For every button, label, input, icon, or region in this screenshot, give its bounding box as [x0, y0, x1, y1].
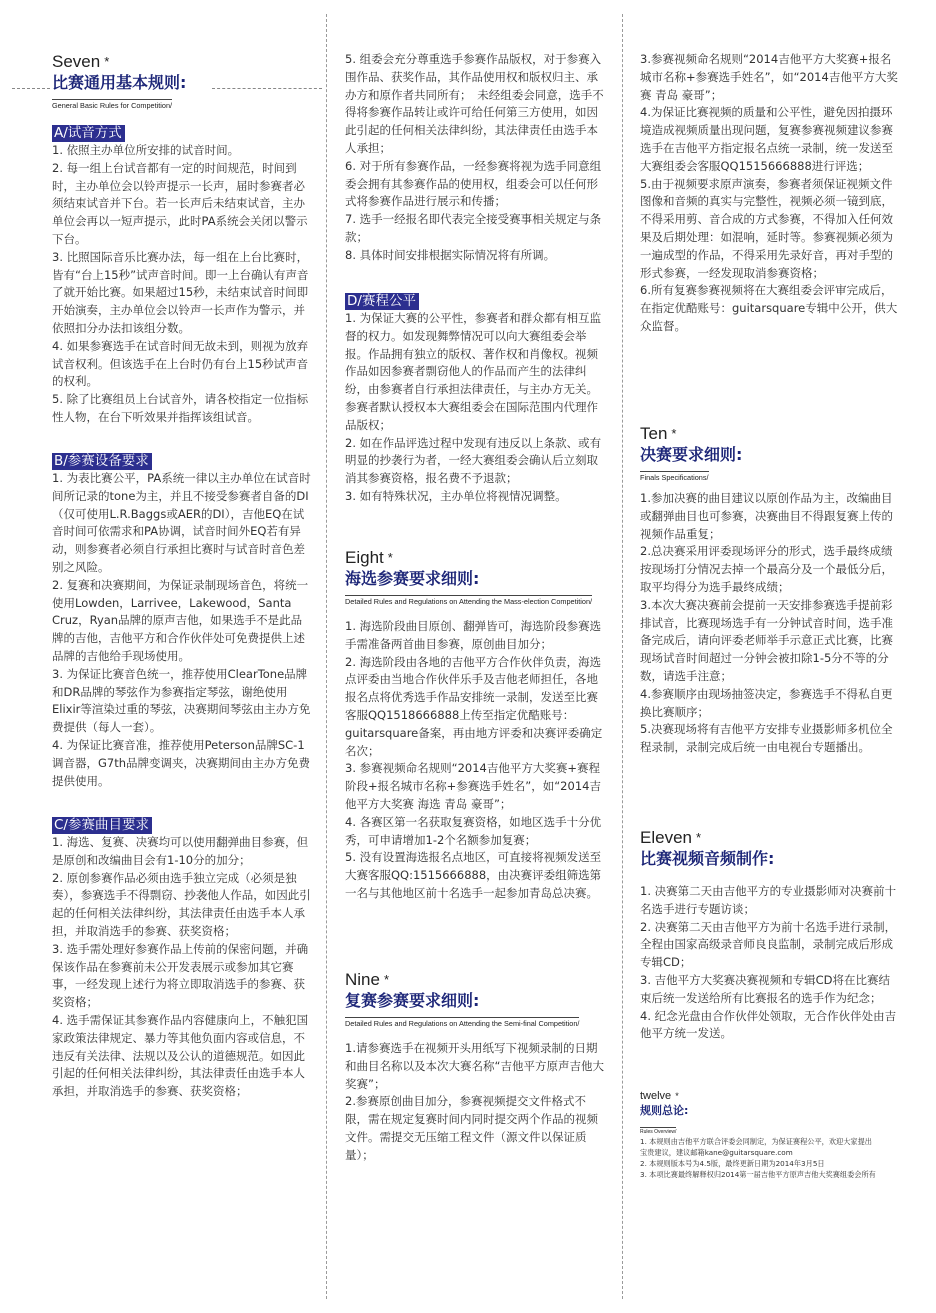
- section-number: Nine *: [345, 970, 390, 989]
- list-item: 2.总决赛采用评委现场评分的形式，选手最终成绩按现场打分情况去掉一个最高分及一个最低分后，取平均得分为选手最终成绩；: [640, 544, 893, 594]
- list-item: 3. 为保证比赛音色统一，推荐使用ClearTone品牌和DR品牌的琴弦作为参赛指定琴弦，谢绝使用Elixir等渲染过重的琴弦，决赛期间琴弦由主办方免费提供（每人一套）。: [52, 666, 311, 735]
- list-item: 2. 决赛第二天由吉他平方为前十名选手进行录制，全程由国家高级录音师良良监制，录制完成后形成专辑CD；: [640, 919, 897, 970]
- list-item: 1.参加决赛的曲目建议以原创作品为主，改编曲目或翻弹曲目也可参赛，决赛曲目不得跟复赛上传的视频作品重复；: [640, 491, 893, 541]
- section-number: twelve *: [640, 1090, 679, 1102]
- list-item: 2. 复赛和决赛期间，为保证录制现场音色，将统一使用Lowden，Larrivee，Lakewood，Santa Cruz，Ryan品牌的原声吉他，如果选手不是此品牌的吉他，吉他平方和合作伙伴处可免费提供上述品牌的吉他给手现场使用。: [52, 577, 309, 663]
- list-item: 1. 本规则由吉他平方联合评委会同制定，为保证赛程公平，欢迎大家提出宝贵建议，建议邮箱kane@guitarsquare.com: [640, 1137, 872, 1157]
- section-nine-continued: [640, 51, 898, 336]
- list-item: 1. 海选阶段曲目原创、翻弹皆可，海选阶段参赛选手需准备两首曲目参赛，原创曲目加分；: [345, 619, 602, 651]
- section-ten-body: [640, 490, 898, 757]
- section-title: 规则总论:: [640, 1104, 689, 1117]
- list-item: 2. 如在作品评选过程中发现有违反以上条款、或有明显的抄袭行为者，一经大赛组委会确认后立刻取消其参赛资格，报名费不予退款；: [345, 435, 602, 486]
- subsection-tag: A/试音方式: [52, 125, 125, 142]
- section-title: 决赛要求细则:: [640, 445, 743, 464]
- section-subtitle: Finals Specifications/: [640, 473, 709, 482]
- section-title: 比赛通用基本规则:: [52, 73, 187, 92]
- list-item: 1.请参赛选手在视频开头用纸写下视频录制的日期和曲目名称以及本次大赛名称“吉他平方原声吉他大奖赛”；: [345, 1041, 604, 1091]
- list-item: 3. 如有特殊状况，主办单位将视情况调整。: [345, 488, 567, 503]
- section-nine-body: [345, 1040, 605, 1165]
- list-item: 3. 参赛视频命名规则“2014吉他平方大奖赛+赛程阶段+报名城市名称+参赛选手姓名”，如“2014吉他平方大奖赛 海选 青岛 豪哥”；: [345, 761, 601, 811]
- subsection-tag: D/赛程公平: [345, 293, 419, 310]
- list-item: 6. 对于所有参赛作品，一经参赛将视为选手同意组委会拥有其参赛作品的使用权，组委会可以任何形式将参赛作品进行展示和传播；: [345, 158, 602, 209]
- section-number: Seven *: [52, 52, 110, 71]
- section-subtitle: Detailed Rules and Regulations on Attending the Semi-final Competition/: [345, 1019, 580, 1028]
- list-item: 4. 各赛区第一名获取复赛资格，如地区选手十分优秀，可申请增加1-2个名额参加复赛；: [345, 814, 602, 847]
- list-item: 3.本次大赛决赛前会提前一天安排参赛选手提前彩排试音，比赛现场选手有一分钟试音时间，选手准备完成后，请向评委老师举手示意正式比赛，比赛现场试音时间超过一分钟会被扣除1-5分不等的分数，请选手注意；: [640, 597, 893, 683]
- list-item: 1. 依照主办单位所安排的试音时间。: [52, 143, 240, 157]
- list-item: 7. 选手一经报名即代表完全接受赛事相关规定与条款；: [345, 212, 602, 244]
- list-item: 3. 比照国际音乐比赛办法，每一组在上台比赛时，皆有“台上15秒”试声音时间。即一上台确认有声音了就开始比赛。如果超过15秒，未结束试音时间即开始演奏，主办单位会以铃声一长声作为警示，并依照扣分办法扣该组分数。: [52, 249, 309, 335]
- list-item: 4. 选手需保证其参赛作品内容健康向上，不触犯国家政策法律规定、暴力等其他负面内容或信息，不违反有关法律、法规以及公认的道德规范。如因此引起的任何相关法律纠纷，其法律责任由选手本人承担，并取消选手的参赛、获奖资格；: [52, 1012, 309, 1099]
- section-twelve-body: [640, 1136, 876, 1180]
- title-rule-right: [212, 88, 322, 89]
- list-item: 5. 除了比赛组员上台试音外，请各校指定一位指标性人物，在台下听效果并指挥该组试音。: [52, 392, 309, 424]
- list-item: 1. 海选、复赛、决赛均可以使用翻弹曲目参赛，但是原创和改编曲目会有1-10分的加分；: [52, 835, 309, 867]
- section-number: Eight *: [345, 548, 393, 567]
- list-item: 1. 决赛第二天由吉他平方的专业摄影师对决赛前十名选手进行专题访谈；: [640, 884, 897, 916]
- section-subtitle: General Basic Rules for Competition/: [52, 101, 173, 110]
- section-eleven-body: [640, 883, 898, 1043]
- subsection-b: [52, 450, 312, 790]
- section-twelve-header: [640, 1090, 688, 1137]
- list-item: 2. 原创参赛作品必须由选手独立完成（必须是独奏），参赛选手不得剽窃、抄袭他人作品，如因此引起的任何相关法律纠纷，其法律责任由选手本人承担，并取消选手的参赛、获奖资格；: [52, 870, 311, 938]
- subsection-a: [52, 122, 312, 427]
- column-divider-2: [622, 14, 623, 1299]
- list-item: 6.所有复赛参赛视频将在大赛组委会评审完成后，在指定优酷账号：guitarsquare专辑中公开，供大众监督。: [640, 283, 898, 333]
- section-title: 复赛参赛要求细则:: [345, 991, 480, 1010]
- section-title: 比赛视频音频制作:: [640, 849, 775, 868]
- list-item: 5.由于视频要求原声演奏，参赛者须保证视频文件图像和音频的真实与完整性，视频必须一镜到底，不得采用剪、音合成的方式参赛，不得加入任何效果及后期处理：如混响，延时等。参赛视频必须为一遍成型的作品，不得采用先录好音，再对手型的形式参赛，一经发现取消参赛资格；: [640, 176, 893, 280]
- section-eight-body: [345, 618, 605, 903]
- list-item: 2. 本规则版本号为4.5版，最终更新日期为2014年3月5日: [640, 1159, 825, 1168]
- subsection-d: [345, 290, 605, 506]
- section-number: Ten *: [640, 424, 677, 443]
- section-seven-header: [52, 52, 186, 112]
- list-item: 1. 为保证大赛的公平性，参赛者和群众都有相互监督的权力。如发现舞弊情况可以向大赛组委会举报。作品拥有独立的版权、著作权和肖像权。视频作品如因参赛者剽窃他人的作品而产生的法律纠纷，由参赛者自行承担法律责任，与主办方无关。参赛者默认授权本大赛组委会在国际范围内代理作品版权；: [345, 311, 602, 432]
- list-item: 5. 组委会充分尊重选手参赛作品版权，对于参赛入围作品、获奖作品，其作品使用权和版权归主、承办方和原作者共同所有； 未经组委会同意，选手不得将参赛作品转让或许可给任何第三方使用，如因此引起的任何相关法律纠纷，其法律责任由选手本人承担；: [345, 52, 604, 155]
- list-item: 2.参赛原创曲目加分，参赛视频提交文件格式不限，需在规定复赛时间内同时提交两个作品的视频文件。需提交无压缩工程文件（源文件以保证质量）；: [345, 1094, 598, 1162]
- section-title: 海选参赛要求细则:: [345, 569, 480, 588]
- section-subtitle: Detailed Rules and Regulations on Attending the Mass-election Competition/: [345, 597, 593, 606]
- section-number: Eleven *: [640, 828, 702, 847]
- list-item: 3. 本项比赛最终解释权归2014第一届吉他平方原声吉他大奖赛组委会所有: [640, 1170, 876, 1179]
- section-nine-header: [345, 970, 579, 1030]
- section-eight-header: [345, 548, 592, 608]
- section-ten-header: [640, 424, 742, 484]
- column-divider-1: [326, 14, 327, 1299]
- subsection-tag: B/参赛设备要求: [52, 453, 152, 470]
- subsection-c: [52, 814, 312, 1101]
- list-item: 2. 海选阶段由各地的吉他平方合作伙伴负责，海选点评委由当地合作伙伴乐手及吉他老师担任，各地报名点将优秀选手作品安排统一录制，发送至比赛客服QQ1518666888上传至指定优酷账号：guitarsquare备案，再由地方评委和决赛评委确定名次；: [345, 654, 603, 758]
- list-item: 4. 纪念光盘由合作伙伴处领取，无合作伙伴处由吉他平方统一发送。: [640, 1008, 897, 1041]
- list-item: 4. 为保证比赛音准，推荐使用Peterson品牌SC-1调音器，G7th品牌变调夹，决赛期间由主办方免费提供使用。: [52, 737, 311, 788]
- list-item: 1. 为表比赛公平，PA系统一律以主办单位在试音时间所记录的tone为主，并且不接受参赛者自备的DI（仅可使用L.R.Baggs或AER的DI），吉他EQ在试音时间可依需求和PA协调，试音时间外EQ若有异动，则参赛者必须自行承担比赛时与试音时音色差别之风险。: [52, 471, 311, 574]
- title-rule-left: [12, 88, 50, 89]
- section-c-continued: [345, 51, 605, 265]
- list-item: 2. 每一组上台试音都有一定的时间规范，时间到时，主办单位会以铃声提示一长声，届时参赛者必须结束试音并下台。若一长声后未结束试音，主办单位会再以一短声提示，此时PA系统会关闭以警示下台。: [52, 160, 308, 246]
- list-item: 3.参赛视频命名规则“2014吉他平方大奖赛+报名城市名称+参赛选手姓名”，如“2014吉他平方大奖赛 青岛 豪哥”；: [640, 52, 898, 102]
- list-item: 4.为保证比赛视频的质量和公平性，避免因拍摄环境造成视频质量出现问题，复赛参赛视频建议参赛选手在吉他平方指定报名点统一录制，统一发送至大赛组委会客服QQ1515666888进行评选；: [640, 105, 893, 173]
- list-item: 3. 选手需处理好参赛作品上传前的保密问题，并确保该作品在参赛前未公开发表展示或参加其它赛事，一经发现上述行为将立即取消选手的参赛、获奖资格；: [52, 941, 309, 1010]
- list-item: 5.决赛现场将有吉他平方安排专业摄影师多机位全程录制，录制完成后统一由电视台专题播出。: [640, 722, 893, 755]
- list-item: 4. 如果参赛选手在试音时间无故未到，则视为放弃试音权利。但该选手在上台时仍有台上15秒试声音的权利。: [52, 338, 309, 389]
- list-item: 8. 具体时间安排根据实际情况将有所调。: [345, 247, 556, 262]
- list-item: 3. 吉他平方大奖赛决赛视频和专辑CD将在比赛结束后统一发送给所有比赛报名的选手作为纪念；: [640, 972, 891, 1005]
- list-item: 4.参赛顺序由现场抽签决定，参赛选手不得私自更换比赛顺序；: [640, 686, 893, 719]
- subsection-tag: C/参赛曲目要求: [52, 817, 152, 834]
- list-item: 5. 没有设置海选报名点地区，可直接将视频发送至大赛客服QQ:1515666888，由决赛评委组筛选第一名与其他地区前十名选手一起参加青岛总决赛。: [345, 850, 602, 900]
- section-subtitle: Rules Overview/: [640, 1129, 677, 1135]
- section-eleven-header: [640, 828, 774, 869]
